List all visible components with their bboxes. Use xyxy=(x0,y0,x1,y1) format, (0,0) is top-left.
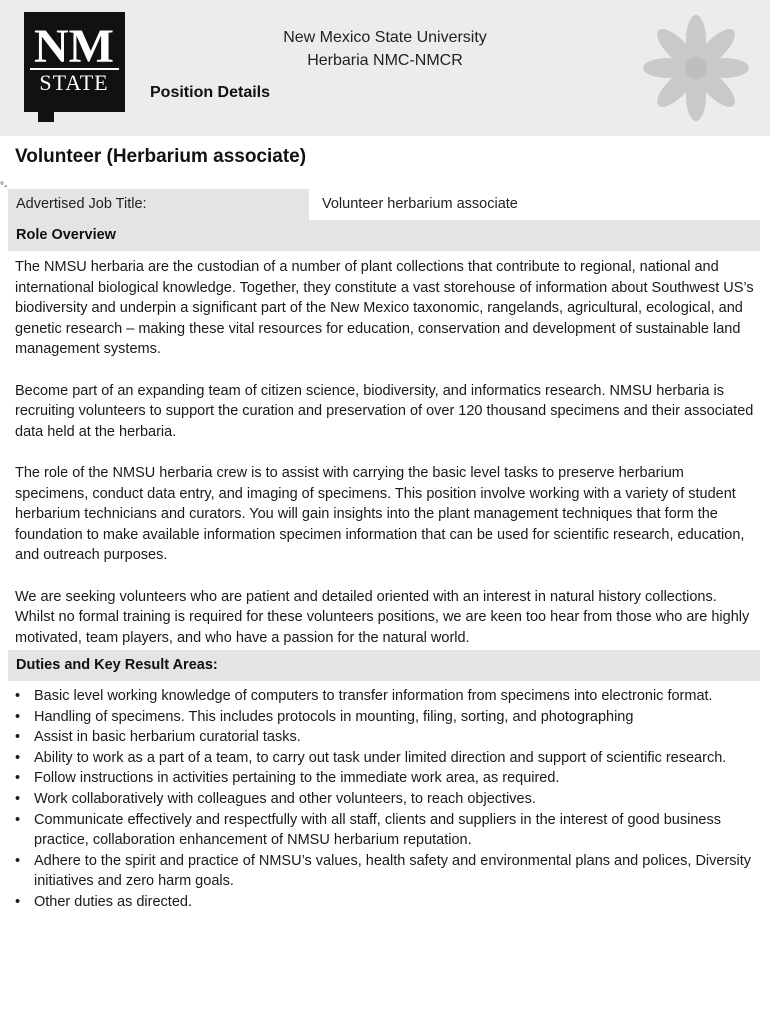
duty-item xyxy=(15,727,755,748)
advertised-job-title-row xyxy=(8,189,760,220)
duty-item xyxy=(15,707,755,728)
page-header xyxy=(0,0,770,136)
duty-text: Other duties as directed. xyxy=(34,893,192,910)
bullet-icon: • xyxy=(15,893,21,910)
duty-item xyxy=(15,810,755,851)
duty-item xyxy=(15,768,755,789)
herbaria-name: Herbaria NMC-NMCR xyxy=(307,52,463,69)
duty-item xyxy=(15,892,755,913)
bullet-icon: • xyxy=(15,770,21,787)
job-title-label: Advertised Job Title: xyxy=(8,189,309,220)
overview-paragraph: Become part of an expanding team of citizen science, biodiversity, and informatics research. NMSU herbaria is recruiting volunteers to support the curation and preservation of over 120 thousand specimens and their associated data held at the herbaria. xyxy=(15,382,754,440)
logo-text-bottom: STATE xyxy=(39,70,109,95)
role-overview-body xyxy=(15,257,755,648)
duty-text: Communicate effectively and respectfully with all staff, clients and suppliers in the interest of good business practice, collaboration enhancement of NMSU herbarium reputation. xyxy=(34,811,721,849)
bullet-icon: • xyxy=(15,729,21,746)
duty-text: Work collaboratively with colleagues and other volunteers, to reach objectives. xyxy=(34,790,536,807)
job-title-value: Volunteer herbarium associate xyxy=(309,189,760,220)
logo-text-top: NM xyxy=(34,20,114,73)
university-name: New Mexico State University xyxy=(283,29,487,46)
duty-item xyxy=(15,789,755,810)
duty-text: Handling of specimens. This includes protocols in mounting, filing, sorting, and photographing xyxy=(34,708,634,725)
duty-text: Assist in basic herbarium curatorial tasks. xyxy=(34,729,301,746)
duty-item xyxy=(15,686,755,707)
overview-paragraph: We are seeking volunteers who are patient and detailed oriented with an interest in natural history collections. Whilst no formal training is required for these volunteers positions, we are keen too hear from those who are highly motivated, team players, and who have a passion for the natural world. xyxy=(15,588,750,646)
organization-heading xyxy=(255,26,515,72)
overview-paragraph: The NMSU herbaria are the custodian of a number of plant collections that contribute to regional, national and international biological knowledge. Together, they constitute a vast storehouse of information about Southwest US’s biodiversity and underpin a significant part of the New Mexico taxonomic, rangelands, agricultural, ecological, and genetic research – making these vital resources for education, conservation and development of sustainable land management systems. xyxy=(15,259,754,358)
duty-item xyxy=(15,748,755,769)
role-overview-heading: Role Overview xyxy=(8,220,760,251)
marker-glyph: °- xyxy=(0,181,8,192)
bullet-icon: • xyxy=(15,688,21,704)
bullet-icon: • xyxy=(15,749,21,766)
duties-list xyxy=(15,686,755,913)
bullet-icon: • xyxy=(15,811,21,828)
duty-item xyxy=(15,851,755,892)
position-details-label: Position Details xyxy=(150,84,271,101)
duty-text: Adhere to the spirit and practice of NMSU’s values, health safety and environmental plans and polices, Diversity initiatives and zero harm goals. xyxy=(34,852,752,890)
flower-emblem-icon xyxy=(640,12,752,124)
bullet-icon: • xyxy=(15,852,21,869)
bullet-icon: • xyxy=(15,708,21,725)
nm-state-logo xyxy=(24,12,125,124)
duty-text: Follow instructions in activities pertaining to the immediate work area, as required. xyxy=(34,770,560,787)
overview-paragraph: The role of the NMSU herbaria crew is to assist with carrying the basic level tasks to preserve herbarium specimens, conduct data entry, and imaging of specimens. This position involve working with a variety of student herbarium technicians and curators. You will gain insights into the plant management techniques that form the foundation to make available information specimen information that can be used for scientific research, education, and outreach purposes. xyxy=(15,464,745,564)
duties-heading: Duties and Key Result Areas: xyxy=(8,650,760,681)
duty-text: Basic level working knowledge of computers to transfer information from specimens into electronic format. xyxy=(34,688,713,704)
page-title: Volunteer (Herbarium associate) xyxy=(15,146,307,167)
bullet-icon: • xyxy=(15,790,21,807)
duty-text: Ability to work as a part of a team, to carry out task under limited direction and support of scientific research. xyxy=(34,749,727,766)
